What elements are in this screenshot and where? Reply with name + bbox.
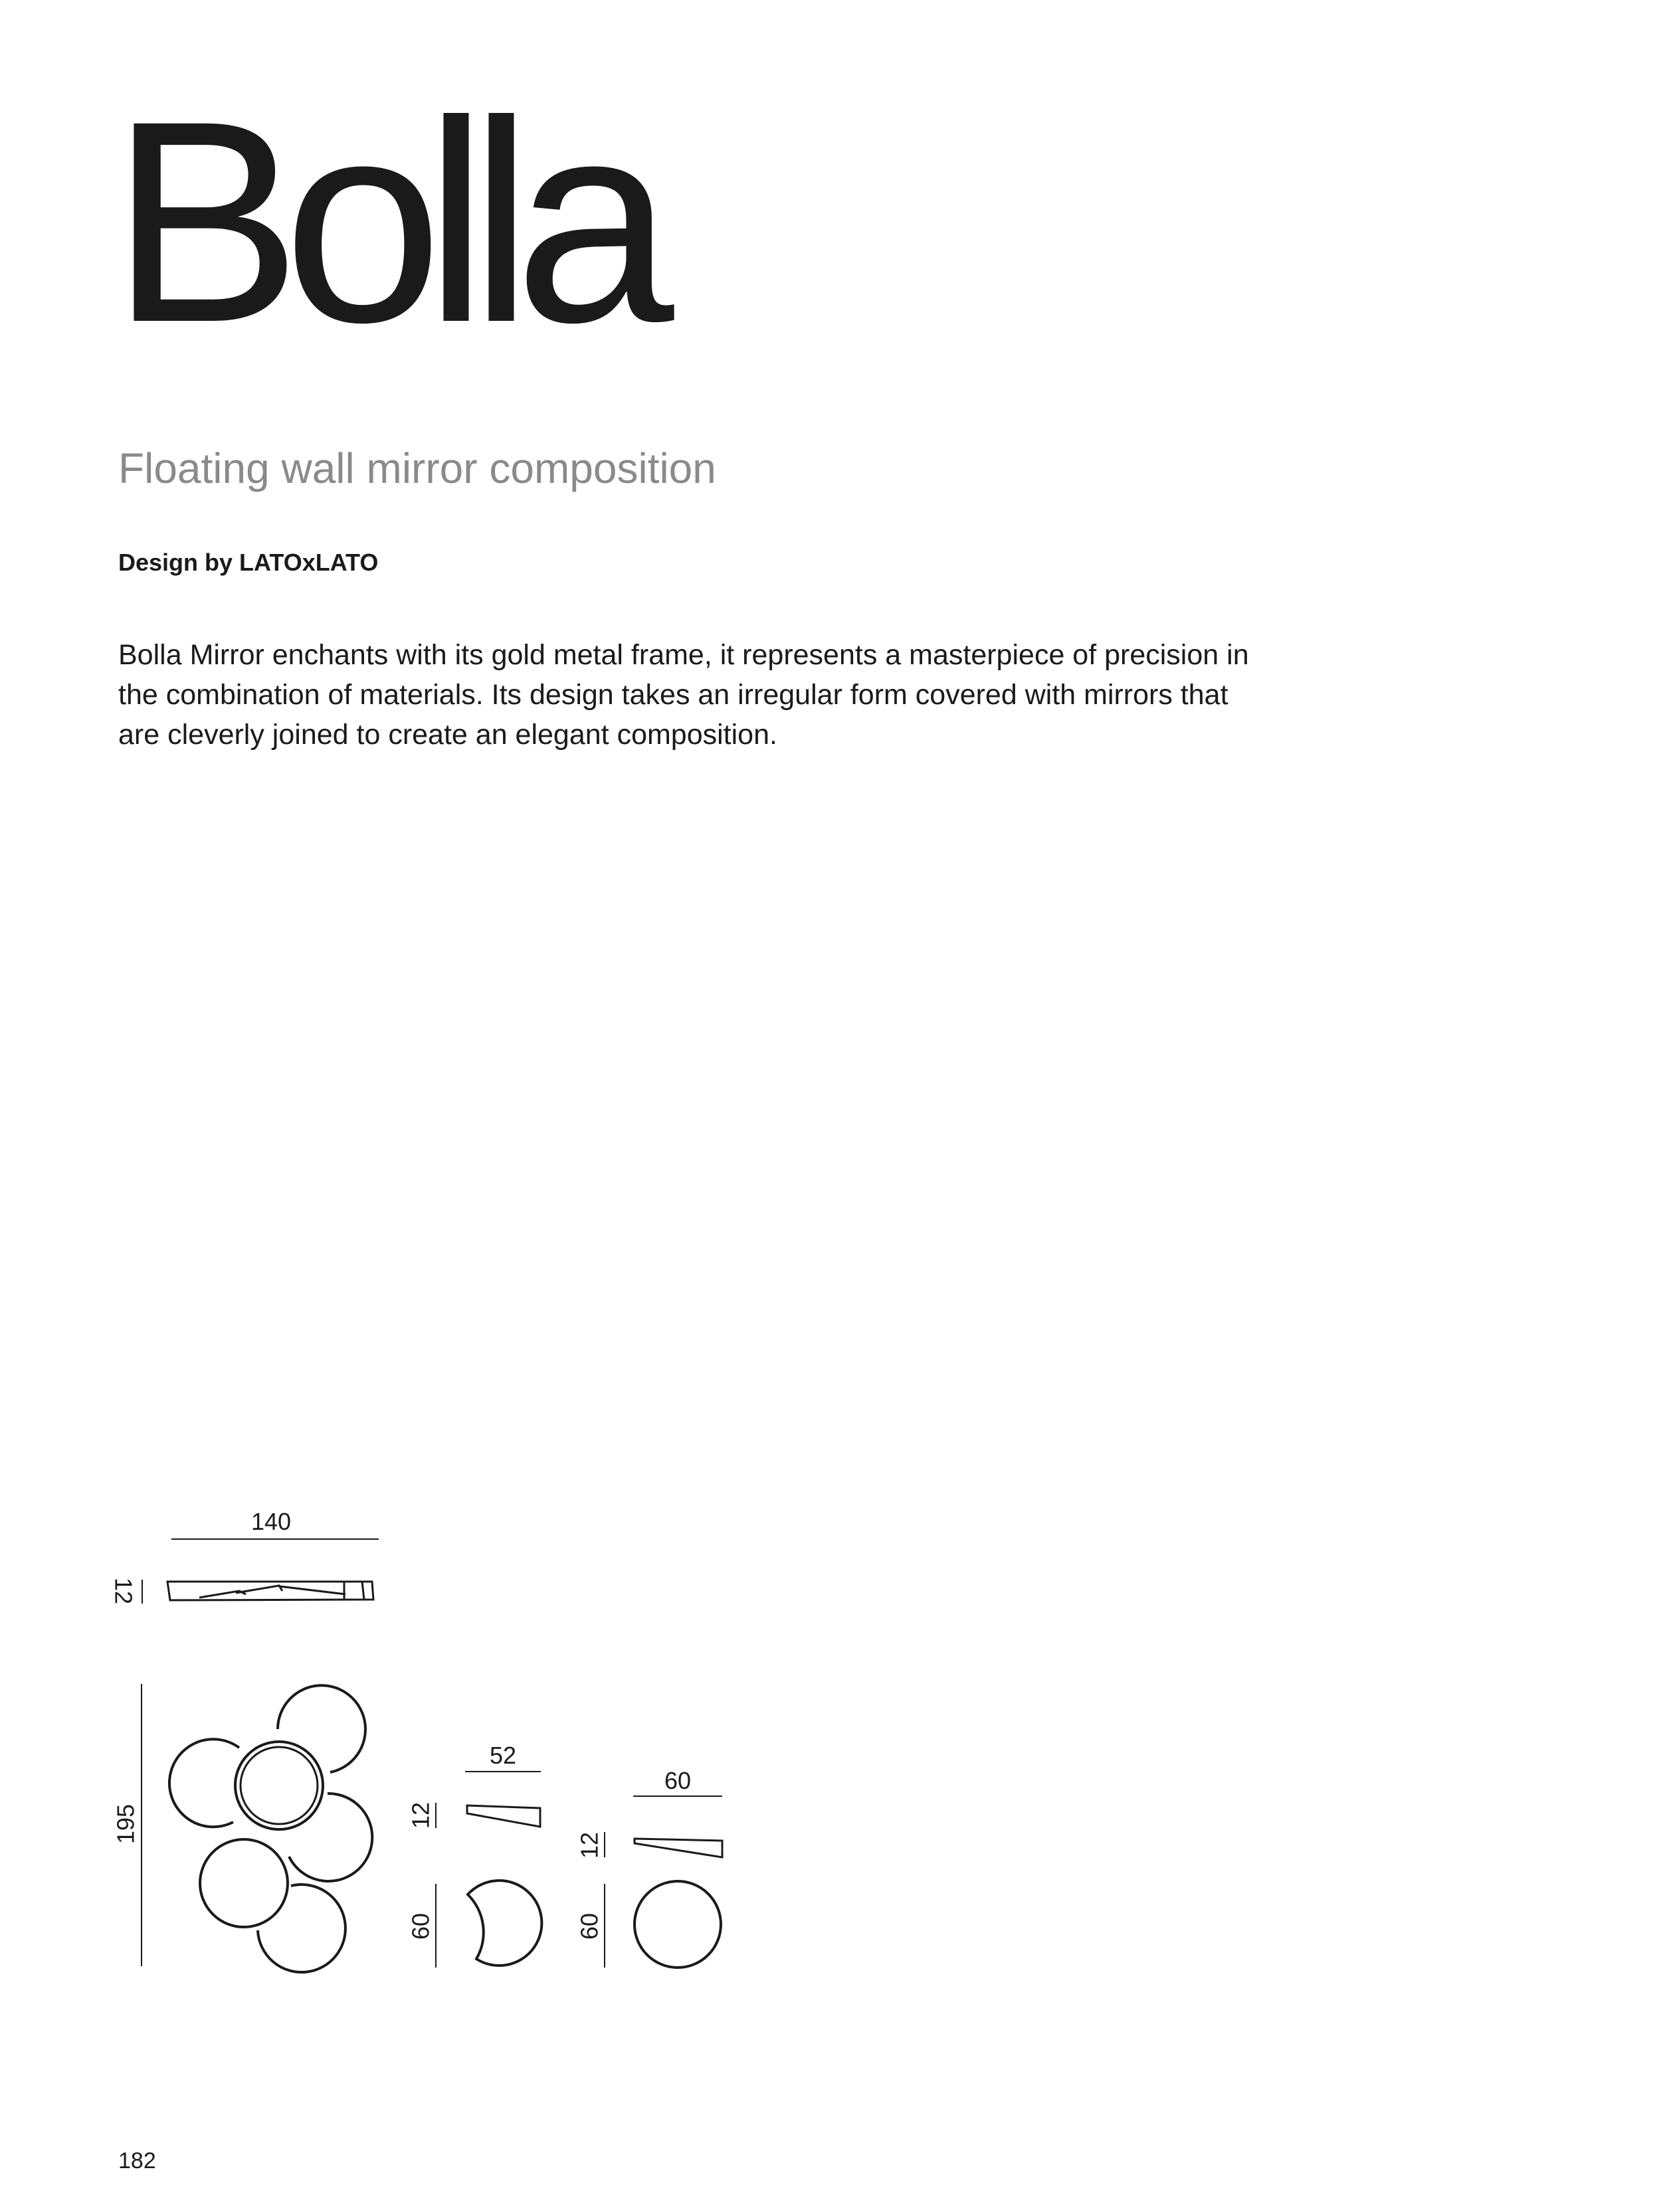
dimension-crescent-width: 52 bbox=[489, 1742, 517, 1769]
composition-profile-detail bbox=[199, 1582, 364, 1600]
composition-top-view bbox=[110, 1508, 379, 1604]
dimension-round-depth: 12 bbox=[575, 1831, 603, 1859]
dimension-composition-depth: 12 bbox=[110, 1577, 138, 1605]
composition-profile bbox=[167, 1582, 373, 1600]
mirror-module-bottom-right bbox=[258, 1885, 345, 1972]
round-module bbox=[576, 1767, 722, 1968]
page-number: 182 bbox=[118, 2148, 156, 2173]
composition-front-view bbox=[112, 1684, 373, 1972]
round-profile bbox=[634, 1839, 722, 1857]
subtitle: Floating wall mirror composition bbox=[118, 444, 716, 492]
product-description: Bolla Mirror enchants with its gold metal frame, it represents a masterpiece of precision in the combination of materials. Its design takes an irregular form covered with mirrors that are cleverly joined to create an elegant composition. bbox=[118, 639, 1249, 751]
mirror-module-center-inner bbox=[241, 1747, 318, 1824]
mirror-module-right bbox=[289, 1794, 372, 1881]
mirror-module-top bbox=[278, 1685, 365, 1772]
dimension-composition-width: 140 bbox=[250, 1508, 292, 1535]
dimension-crescent-depth: 12 bbox=[407, 1801, 435, 1829]
mirror-module-center bbox=[235, 1742, 323, 1829]
dimension-crescent-height: 60 bbox=[407, 1912, 435, 1940]
crescent-module bbox=[407, 1742, 542, 1968]
mirror-module-bottom-left bbox=[200, 1839, 288, 1927]
dimension-composition-height: 195 bbox=[112, 1803, 140, 1845]
round-front bbox=[634, 1881, 721, 1968]
page-title: Bolla bbox=[110, 61, 656, 382]
crescent-front bbox=[468, 1881, 541, 1966]
dimension-round-width: 60 bbox=[664, 1767, 692, 1794]
dimension-round-height: 60 bbox=[575, 1912, 603, 1940]
crescent-profile bbox=[467, 1805, 540, 1827]
mirror-module-left bbox=[169, 1739, 239, 1827]
designer-credit: Design by LATOxLATO bbox=[118, 549, 379, 576]
